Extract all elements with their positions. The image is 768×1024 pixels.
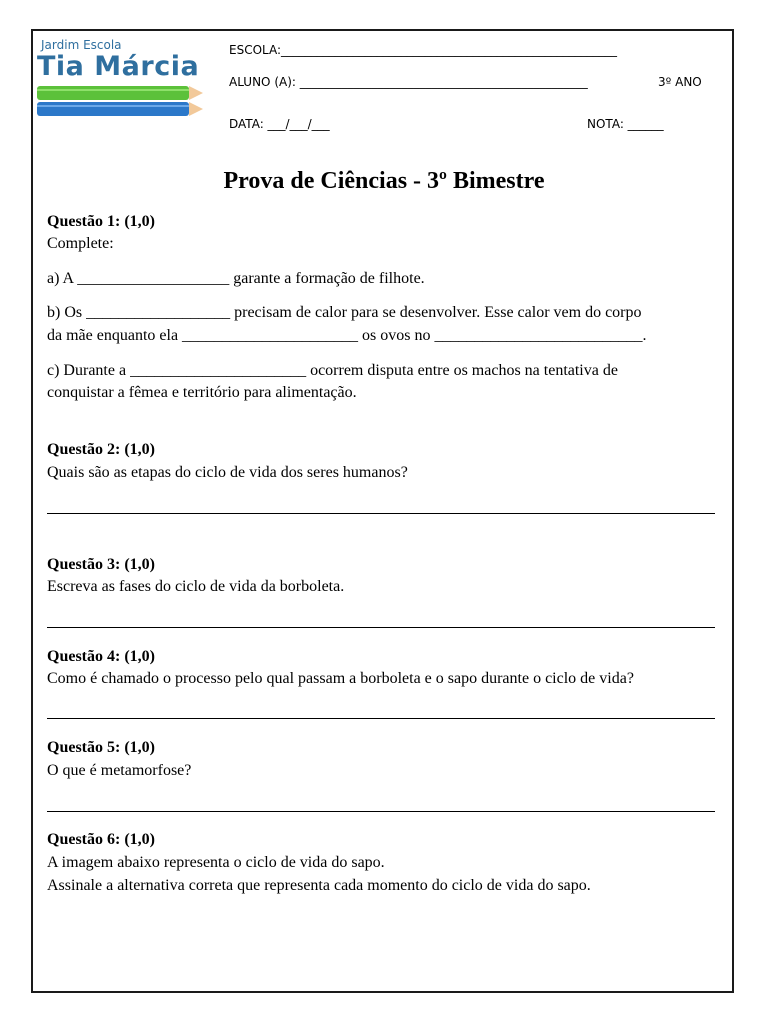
q1-item-b-line2: da mãe enquanto ela ______________________ os ovos no __________________________. [47,327,647,344]
blue-pencil-tip [189,102,203,116]
nota-field: NOTA: ______ [587,117,664,131]
q2-answer-line [47,513,715,514]
q3-text: Escreva as fases do ciclo de vida da borboleta. [47,578,345,595]
q4-answer-line [47,718,715,719]
logo-subtitle: Jardim Escola [41,38,122,52]
q5-answer-line [47,811,715,812]
q4-heading: Questão 4: (1,0) [47,648,155,665]
q3-heading: Questão 3: (1,0) [47,556,155,573]
green-pencil-body [37,86,189,100]
blue-pencil-body [37,102,189,116]
school-logo [37,38,207,122]
q1-prompt: Complete: [47,235,114,252]
data-field: DATA: ___/___/___ [229,117,330,131]
aluno-field: ALUNO (A): ________________________________________________ [229,75,588,89]
page-title: Prova de Ciências - 3º Bimestre [223,168,545,194]
q1-item-c-line2: conquistar a fêmea e território para alimentação. [47,384,357,401]
q6-text-line1: A imagem abaixo representa o ciclo de vida do sapo. [47,854,385,871]
q1-item-a: a) A ___________________ garante a formação de filhote. [47,270,425,287]
q1-item-c-line1: c) Durante a ______________________ ocorrem disputa entre os machos na tentativa de [47,362,618,379]
q4-text: Como é chamado o processo pelo qual passam a borboleta e o sapo durante o ciclo de vida? [47,670,634,687]
q3-answer-line [47,627,715,628]
q2-heading: Questão 2: (1,0) [47,441,155,458]
q5-heading: Questão 5: (1,0) [47,739,155,756]
q1-item-b-line1: b) Os __________________ precisam de calor para se desenvolver. Esse calor vem do corpo [47,304,642,321]
green-pencil-tip [189,86,203,100]
pencils-icon [37,84,207,120]
logo-name: Tia Márcia [37,51,200,82]
q1-heading: Questão 1: (1,0) [47,213,155,230]
ano-label: 3º ANO [658,75,702,89]
q2-text: Quais são as etapas do ciclo de vida dos seres humanos? [47,464,408,481]
q6-heading: Questão 6: (1,0) [47,831,155,848]
escola-field: ESCOLA:________________________________________________________ [229,43,618,57]
q6-text-line2: Assinale a alternativa correta que representa cada momento do ciclo de vida do sapo. [47,877,591,894]
q5-text: O que é metamorfose? [47,762,192,779]
